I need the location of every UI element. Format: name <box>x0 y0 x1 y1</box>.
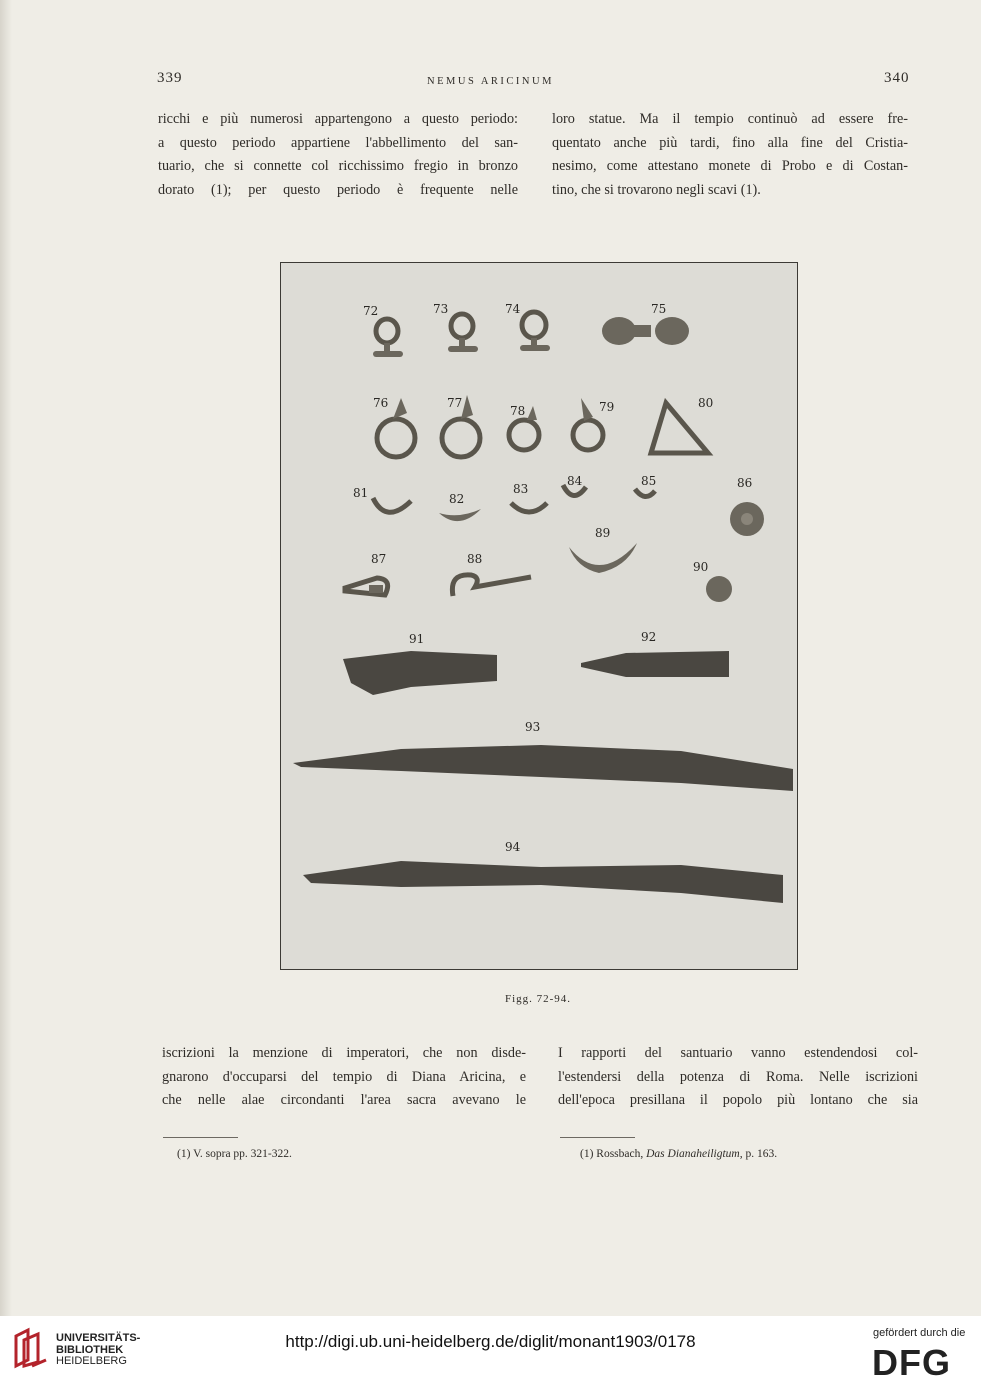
figure-plate-photo <box>280 262 798 970</box>
artifact-buckle-75 <box>602 317 689 345</box>
figure-label: 74 <box>505 302 521 316</box>
figure-label: 94 <box>505 840 521 854</box>
figure-label: 80 <box>698 396 714 410</box>
figure-label: 88 <box>467 552 483 566</box>
footnote-right <box>580 1148 777 1160</box>
figure-label: 76 <box>373 396 389 410</box>
text-column-bottom-right <box>558 1042 918 1113</box>
text-line: nesimo, come attestano monete di Probo e di Costan- <box>552 158 908 174</box>
footnote-left: (1) V. sopra pp. 321-322. <box>177 1148 292 1160</box>
artifact-blade-92 <box>581 651 729 677</box>
text-line: dell'epoca presillana il popolo più lontano che sia <box>558 1092 918 1108</box>
artifact-crescent-81 <box>373 498 411 512</box>
artifact-ring-73 <box>448 314 478 352</box>
library-line-3: HEIDELBERG <box>56 1355 127 1367</box>
artifact-crescent-89 <box>569 543 637 573</box>
artifact-disc-86-center <box>741 513 753 525</box>
text-line: ricchi e più numerosi appartengono a questo periodo: <box>158 111 518 127</box>
text-column-top-left <box>158 108 518 202</box>
footnote-right-prefix: (1) Rossbach, <box>580 1148 647 1160</box>
figure-label: 78 <box>510 404 526 418</box>
artifact-ring-74 <box>520 312 550 351</box>
text-column-top-right <box>552 108 908 202</box>
figure-label: 84 <box>567 474 583 488</box>
figure-label: 92 <box>641 630 657 644</box>
footnote-right-suffix: p. 163. <box>742 1148 778 1160</box>
figure-label: 77 <box>447 396 463 410</box>
text-line: che nelle alae circondanti l'area sacra avevano le <box>162 1092 526 1108</box>
figure-label: 72 <box>363 304 379 318</box>
dfg-logo: DFG <box>872 1342 951 1383</box>
artifact-crescent-82 <box>439 509 481 521</box>
figure-label: 91 <box>409 632 425 646</box>
text-line: I rapporti del santuario vanno estendendosi col- <box>558 1045 918 1061</box>
figure-label: 90 <box>693 560 709 574</box>
text-line: tino, che si trovarono negli scavi (1). <box>552 181 761 198</box>
text-line: quentato anche più tardi, fino alla fine del Cristia- <box>552 134 908 151</box>
text-line: tuario, che si connette col ricchissimo fregio in bronzo <box>158 158 518 174</box>
source-url-link[interactable]: http://digi.ub.uni-heidelberg.de/diglit/monant1903/0178 <box>285 1332 696 1351</box>
artifact-blade-93 <box>293 745 793 791</box>
artifact-crescent-85 <box>635 489 655 497</box>
text-line: gnarono d'occuparsi del tempio di Diana Aricina, e <box>162 1068 526 1085</box>
figure-label: 75 <box>651 302 667 316</box>
text-line: iscrizioni la menzione di imperatori, che non disde- <box>162 1045 526 1061</box>
text-line: dorato (1); per questo periodo è frequente nelle <box>158 181 518 198</box>
text-line: a questo periodo appartiene l'abbellimento del san- <box>158 134 518 151</box>
running-head: NEMUS ARICINUM <box>427 76 554 87</box>
artifact-photo <box>281 263 797 969</box>
artifact-blade-94 <box>303 861 783 903</box>
figure-caption: Figg. 72-94. <box>504 993 572 1005</box>
footer-bar <box>0 1316 981 1388</box>
footnote-right-title: Das Dianaheiligtum, <box>646 1148 743 1160</box>
artifact-fibula-87-catch <box>369 585 383 593</box>
artifact-fibula-88 <box>452 575 531 596</box>
figure-label: 86 <box>737 476 753 490</box>
artifact-blade-91 <box>343 651 497 695</box>
artifact-triangle-80 <box>651 403 708 453</box>
footnote-rule-left <box>163 1137 238 1138</box>
figure-label: 81 <box>353 486 369 500</box>
figure-label: 89 <box>595 526 611 540</box>
footnote-rule-right <box>560 1137 635 1138</box>
artifact-ring-72 <box>373 319 403 357</box>
page-number-right: 340 <box>884 70 910 86</box>
library-line-2: BIBLIOTHEK <box>56 1343 124 1356</box>
figure-label: 85 <box>641 474 657 488</box>
book-gutter-shadow <box>0 0 12 1316</box>
artifact-crescent-83 <box>511 503 547 512</box>
text-column-bottom-left <box>162 1042 526 1113</box>
text-line: loro statue. Ma il tempio continuò ad essere fre- <box>552 111 908 127</box>
figure-label: 82 <box>449 492 465 506</box>
figure-label: 79 <box>599 400 615 414</box>
figure-label: 83 <box>513 482 529 496</box>
figure-label: 93 <box>525 720 541 734</box>
artifact-disc-90 <box>706 576 732 602</box>
figure-label: 87 <box>371 552 387 566</box>
library-line-1: UNIVERSITÄTS- <box>56 1332 141 1344</box>
page-number-left: 339 <box>157 70 183 86</box>
funded-by-label: gefördert durch die <box>873 1327 966 1339</box>
text-line: l'estendersi della potenza di Roma. Nelle iscrizioni <box>558 1068 918 1085</box>
figure-label: 73 <box>433 302 449 316</box>
